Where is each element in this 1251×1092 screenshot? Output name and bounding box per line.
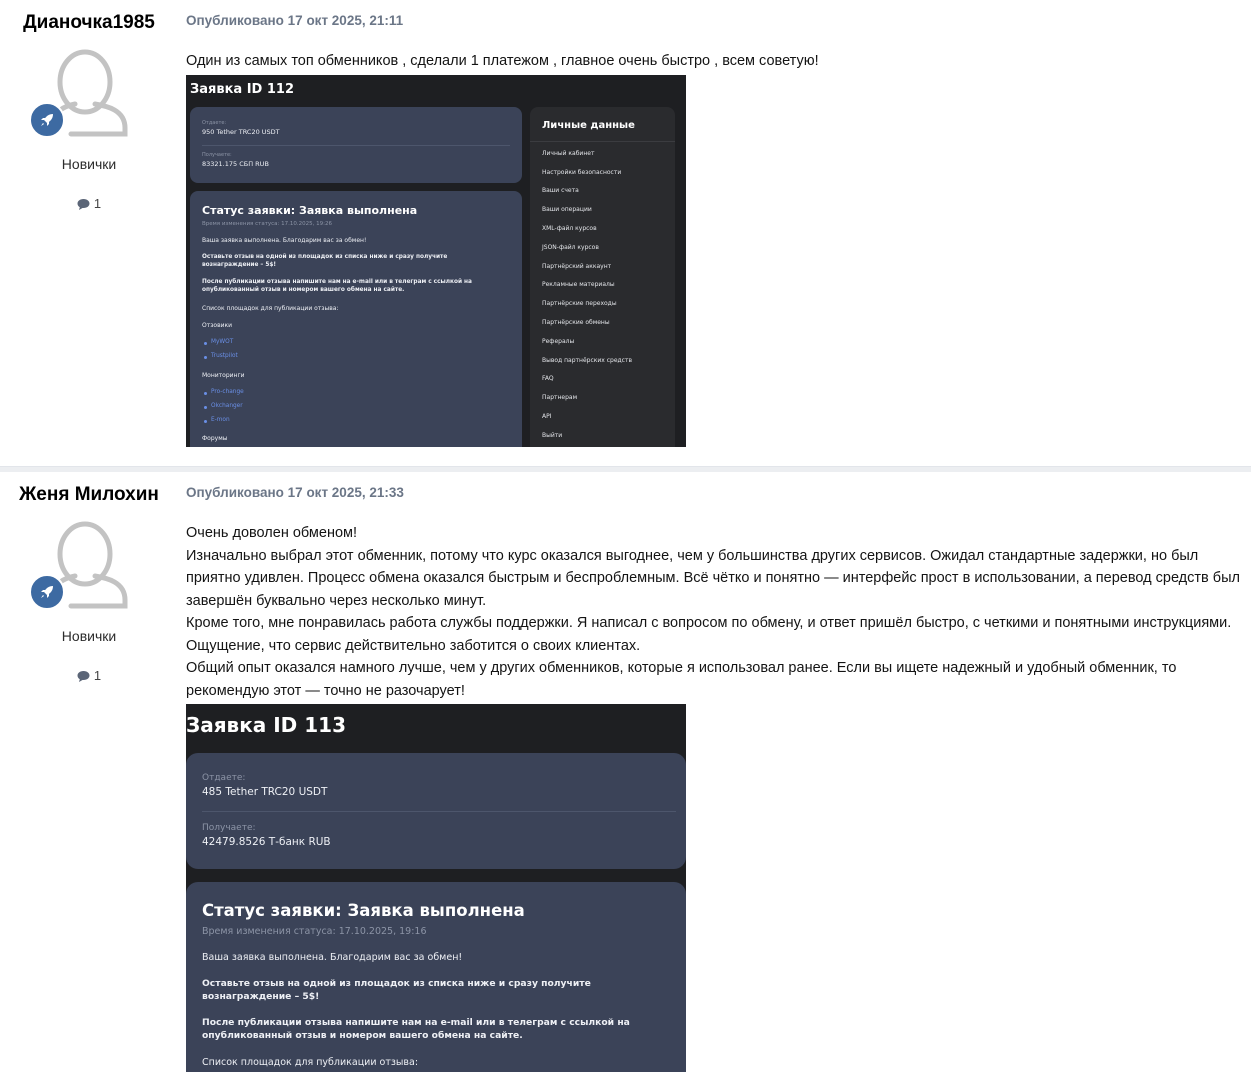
get-label: Получаете: — [202, 151, 232, 158]
avatar[interactable] — [41, 48, 137, 144]
give-label: Отдаете: — [202, 119, 227, 126]
bullet-icon — [204, 420, 207, 423]
author-name-link[interactable]: Дианочка1985 — [23, 12, 155, 33]
sidebar-item[interactable]: Партнёрский аккаунт — [542, 262, 612, 270]
sidebar-item[interactable]: JSON-файл курсов — [542, 243, 599, 251]
monitor-site-link[interactable]: E-mon — [211, 416, 230, 423]
sidebar-item[interactable]: Выйти — [542, 431, 563, 439]
order-status-card — [190, 191, 522, 447]
divider — [202, 811, 676, 812]
sidebar-item[interactable]: Рефералы — [542, 337, 575, 345]
post-meta — [186, 485, 1241, 500]
sidebar-item[interactable]: XML-файл курсов — [542, 224, 597, 232]
rank-badge — [29, 574, 65, 610]
attached-screenshot[interactable] — [186, 704, 686, 1072]
post-paragraph: Общий опыт оказался намного лучше, чем у других обменников, которые я использовал ранее. Если вы ищете надежный и удобный обменник, то рекомендую этот — точно не разочарует! — [186, 660, 1177, 699]
platform-list-heading: Список площадок для публикации отзыва: — [202, 304, 339, 312]
status-time: Время изменения статуса: 17.10.2025, 19:16 — [202, 926, 427, 937]
monitors-heading: Мониторинги — [202, 371, 245, 379]
divider — [202, 145, 510, 146]
reviews-heading: Отзовики — [202, 321, 233, 329]
comment-icon — [77, 198, 90, 210]
status-title: Статус заявки: Заявка выполнена — [202, 203, 418, 217]
bullet-icon — [204, 406, 207, 409]
sidebar-item[interactable]: Личный кабинет — [542, 149, 595, 157]
exchange-amount-card — [190, 107, 522, 183]
post-count-value: 1 — [93, 668, 102, 683]
sidebar-item[interactable]: Настройки безопасности — [542, 168, 622, 176]
author-name-link[interactable]: Женя Милохин — [19, 484, 159, 505]
published-date-link[interactable]: 17 окт 2025, 21:11 — [287, 13, 404, 28]
post-paragraph: Один из самых топ обменников , сделали 1 платежом , главное очень быстро , всем советую! — [186, 53, 819, 69]
after-publish-line: опубликованный отзыв и номером вашего обмена на сайте. — [202, 286, 405, 293]
comment-icon — [77, 670, 90, 682]
published-date-link[interactable]: 17 окт 2025, 21:33 — [287, 485, 404, 500]
post-paragraph: Кроме того, мне понравилась работа службы поддержки. Я написал с вопросом по обмену, и ответ пришёл быстро, с четкими и понятными инструкциями. Ощущение, что сервис действительно заботится о своих клиентах. — [186, 615, 1232, 654]
review-site-link[interactable]: Trustpilot — [211, 352, 238, 359]
forums-heading: Форумы — [202, 434, 228, 442]
give-label: Отдаете: — [202, 773, 246, 783]
avatar[interactable] — [41, 520, 137, 616]
sidebar-item[interactable]: Партнерам — [542, 393, 578, 401]
post-count — [0, 196, 178, 211]
platform-list-heading: Список площадок для публикации отзыва: — [202, 1057, 419, 1068]
sidebar-item[interactable]: Ваши операции — [542, 205, 592, 213]
bullet-icon — [204, 392, 207, 395]
post-body — [186, 50, 1241, 73]
after-publish-line: После публикации отзыва напишите нам на e-mail или в телеграм с ссылкой на — [202, 278, 472, 285]
divider — [530, 141, 675, 142]
rank-title: Новички — [61, 628, 117, 644]
sidebar-item[interactable]: Ваши счета — [542, 186, 579, 194]
give-value: 950 Tether TRC20 USDT — [202, 127, 280, 136]
sidebar-item[interactable]: Партнёрские обмены — [542, 318, 610, 326]
sidebar-item[interactable]: Вывод партнёрских средств — [542, 356, 632, 364]
get-value: 83321.175 СБП RUB — [202, 159, 269, 168]
post-count — [0, 668, 178, 683]
after-publish-line: опубликованный отзыв и номером вашего обмена на сайте. — [202, 1030, 523, 1041]
rank-title: Новички — [61, 156, 117, 172]
forum-post — [0, 472, 1251, 1092]
rocket-icon — [38, 583, 56, 601]
give-value: 485 Tether TRC20 USDT — [202, 786, 328, 798]
forum-post — [0, 0, 1251, 466]
review-offer-line: вознаграждение – 5$! — [202, 991, 320, 1002]
monitor-site-link[interactable]: Pro-change — [211, 388, 244, 395]
exchange-amount-card — [186, 753, 686, 869]
sidebar-item[interactable]: Партнёрские переходы — [542, 299, 617, 307]
order-title: Заявка ID 113 — [186, 713, 346, 737]
post-meta — [186, 13, 1241, 28]
bullet-icon — [204, 342, 207, 345]
rocket-icon — [38, 111, 56, 129]
rank-badge — [29, 102, 65, 138]
post-content — [186, 472, 1241, 1072]
review-offer-line: Оставьте отзыв на одной из площадок из списка ниже и сразу получите — [202, 253, 448, 260]
post-author-panel — [0, 0, 178, 211]
account-sidebar — [530, 107, 675, 447]
post-count-value: 1 — [93, 196, 102, 211]
post-body — [186, 522, 1241, 702]
review-offer-line: вознаграждение – 5$! — [202, 261, 277, 268]
attached-screenshot[interactable] — [186, 75, 686, 447]
post-paragraph: Очень доволен обменом! — [186, 525, 358, 541]
order-status-card — [186, 882, 686, 1072]
sidebar-item[interactable]: FAQ — [542, 374, 554, 382]
after-publish-line: После публикации отзыва напишите нам на e-mail или в телеграм с ссылкой на — [202, 1017, 630, 1028]
sidebar-title: Личные данные — [542, 119, 635, 131]
get-value: 42479.8526 Т-банк RUB — [202, 836, 331, 848]
order-title: Заявка ID 112 — [190, 81, 294, 97]
post-paragraph: Изначально выбрал этот обменник, потому что курс оказался выгоднее, чем у большинства других сервисов. Ожидал стандартные задержки, но был приятно удивлен. Процесс обмена оказался быстрым и беспроблемным. Всё чётко и понятно — интерфейс прост в использовании, а перевод средств был завершён буквально через несколько минут. — [186, 547, 1240, 609]
post-content — [186, 0, 1241, 447]
post-author-panel — [0, 472, 178, 683]
review-site-link[interactable]: MyWOT — [211, 338, 234, 345]
published-label: Опубликовано — [186, 485, 284, 500]
bullet-icon — [204, 356, 207, 359]
published-label: Опубликовано — [186, 13, 284, 28]
sidebar-item[interactable]: Рекламные материалы — [542, 280, 615, 288]
get-label: Получаете: — [202, 823, 256, 833]
review-offer-line: Оставьте отзыв на одной из площадок из списка ниже и сразу получите — [202, 978, 591, 989]
thanks-text: Ваша заявка выполнена. Благодарим вас за обмен! — [202, 236, 367, 244]
status-time: Время изменения статуса: 17.10.2025, 19:26 — [202, 220, 332, 227]
monitor-site-link[interactable]: Okchanger — [211, 402, 243, 409]
thanks-text: Ваша заявка выполнена. Благодарим вас за обмен! — [202, 952, 463, 963]
status-title: Статус заявки: Заявка выполнена — [202, 901, 525, 920]
sidebar-item[interactable]: API — [542, 412, 552, 420]
